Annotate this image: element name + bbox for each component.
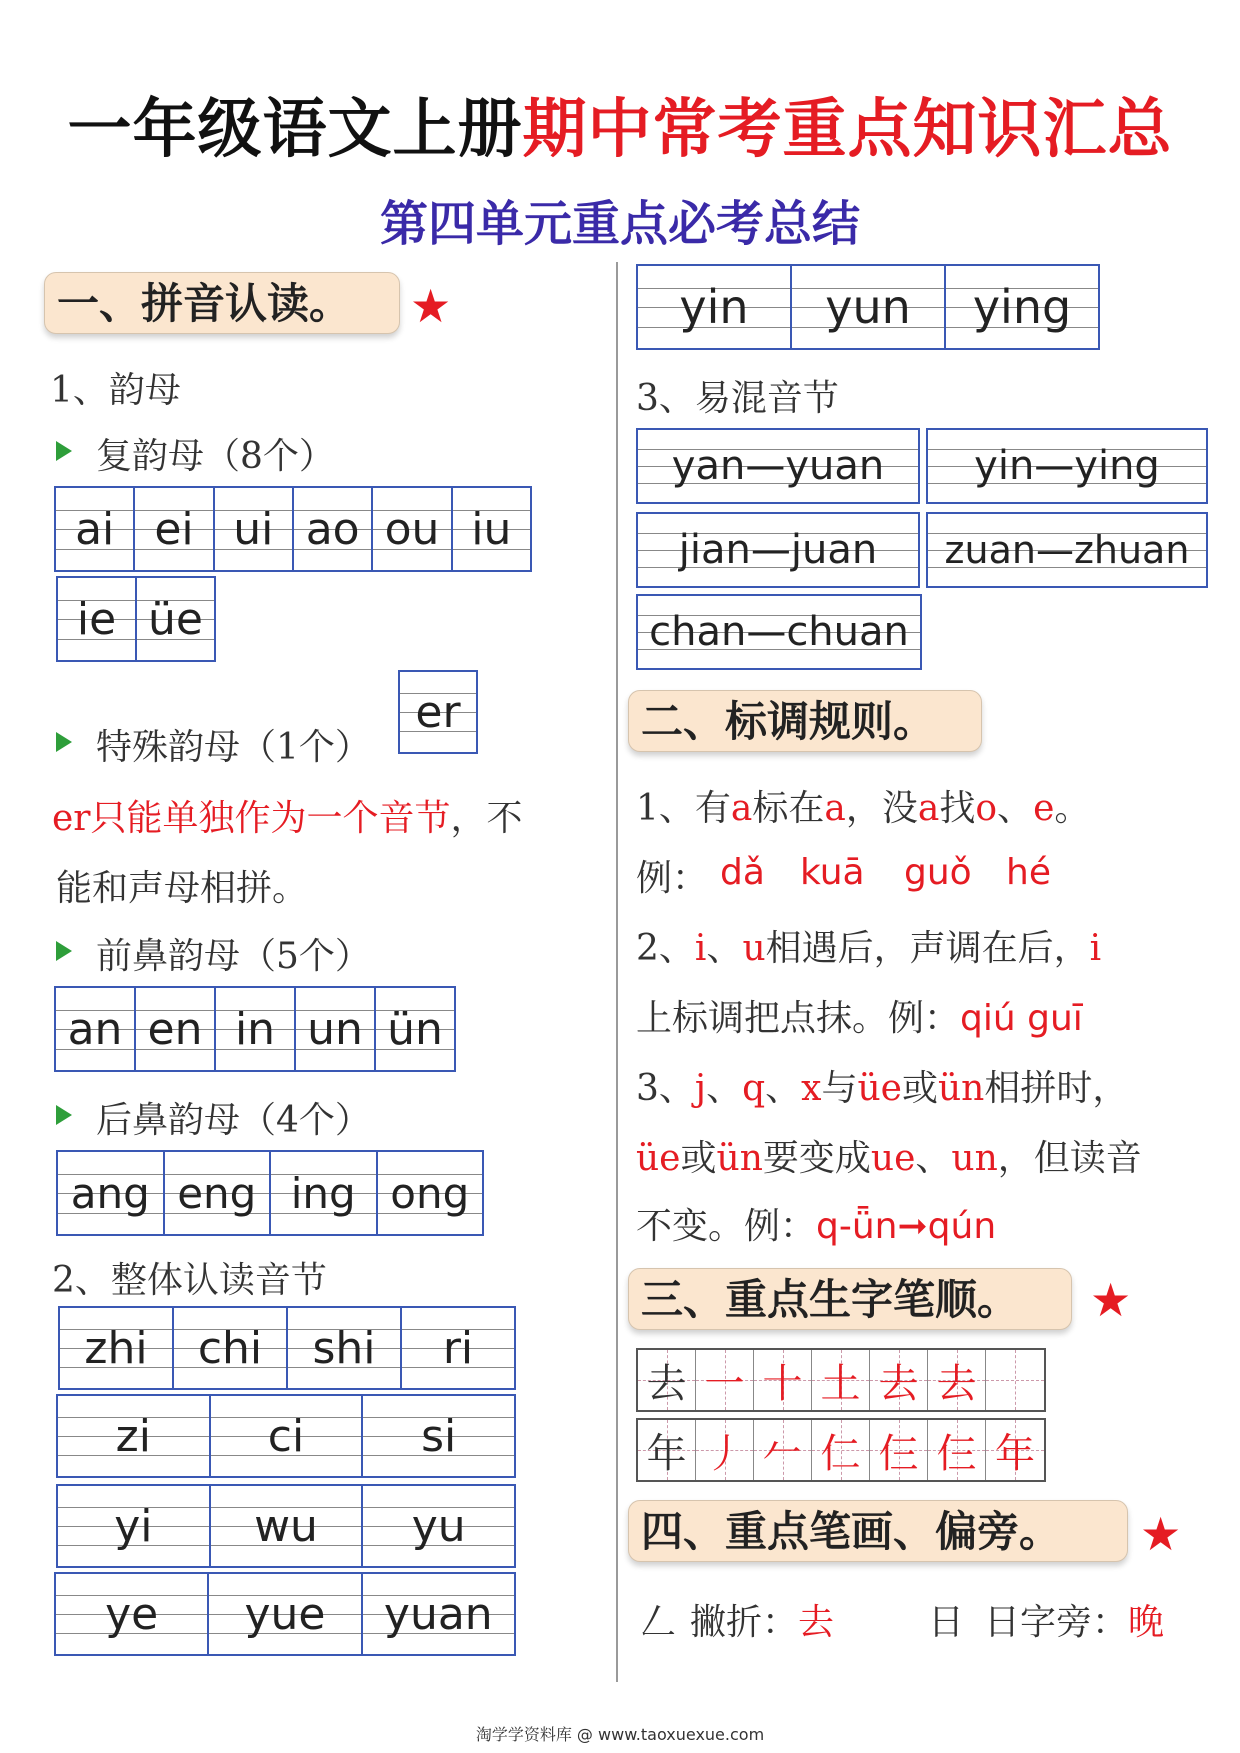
stroke-cell [696,1350,754,1410]
rule-text-red: o [975,788,998,829]
rule-text-red: i [1089,928,1102,969]
pinyin-cell: ei [135,488,214,570]
stroke-example: 去 [798,1602,835,1643]
rule-text: 或 [901,1068,938,1109]
pinyin-cell: un [296,988,376,1070]
title-red: 期中常考重点知识汇总 [522,92,1173,167]
stroke-char: 仨 [936,1430,977,1477]
rule1-example [636,850,708,901]
stroke-cell [928,1350,986,1410]
pinyin-cell: ri [442,1322,474,1374]
stroke-char: 丿 [704,1430,745,1477]
pinyin-cell: zhi [60,1308,174,1388]
pinyin-cell: yuan [383,1588,493,1640]
pinyin-cell: zuan—zhuan [944,528,1190,572]
rule-text: 相遇后，声调在后， [765,928,1090,969]
pinyin-cell: yue [209,1574,362,1654]
rule-text: 1、有 [636,788,731,829]
stroke-char: 年 [646,1430,687,1477]
stroke-char: 十 [762,1360,803,1407]
stroke-cell [812,1420,870,1480]
confuse-box [636,428,920,504]
confuse-box [636,512,920,588]
bullet-triangle-icon [56,732,72,752]
stroke-cell [986,1420,1044,1480]
pinyin-cell: ye [56,1574,209,1654]
radical-ri [928,1594,1164,1645]
yin-yun-ying-grid [636,264,1100,350]
stroke-char: 𠂉 [762,1430,803,1477]
special-final-box [398,670,478,754]
rule-text-red: x [801,1068,822,1109]
label-back-nasal: 后鼻韵母（4个） [96,1100,371,1141]
rule-text: 找 [939,788,976,829]
pinyin-cell: iu [471,503,512,555]
page-subtitle: 第四单元重点必考总结 [379,196,860,252]
rule-text: ，没 [845,788,918,829]
pinyin-cell: eng [165,1152,272,1234]
example-pinyin: hé [1006,852,1051,893]
item-whole-syllables: 2、整体认读音节 [52,1260,327,1301]
pinyin-cell: wu [211,1486,364,1566]
stroke-char: 仨 [878,1430,919,1477]
whole-syllables-row1 [58,1306,516,1390]
pinyin-cell: jian—juan [678,527,878,573]
pinyin-cell: yu [411,1500,466,1552]
rule-text: 要变成 [762,1138,871,1179]
example-pinyin: dǎ [720,852,765,893]
rule3-line1 [636,1060,1128,1111]
pinyin-cell: ou [373,488,452,570]
compound-finals-grid [54,486,532,572]
example-pinyin: kuā [800,852,865,893]
rule-text: 标在 [752,788,825,829]
stroke-cell [928,1420,986,1480]
pinyin-cell: yin—ying [974,443,1160,489]
rule-text-red: qiú guī [960,998,1083,1039]
whole-syllables-row2 [56,1394,516,1478]
stroke-char: 去 [878,1360,919,1407]
bullet-triangle-icon [56,1105,72,1125]
rule-text-red: q [742,1068,766,1109]
pinyin-cell: ao [294,488,373,570]
confuse-box [636,594,922,670]
er-note-red: er只能单独作为一个音节 [52,798,451,839]
pinyin-cell: ie [58,578,137,660]
rule-text: 、 [706,928,743,969]
pinyin-cell: yan—yuan [671,443,885,489]
rule-text-red: a [917,788,940,829]
stroke-pzhe [640,1594,834,1645]
rule-text-red: ue [870,1138,916,1179]
rule-text: 。 [1054,788,1091,829]
section-header-strokes-radicals: 四、重点笔画、偏旁。 [628,1500,1128,1562]
pinyin-cell: üe [148,593,203,645]
rule-text-red: ün [938,1068,985,1109]
rule-text: 不变。例： [636,1206,817,1247]
stroke-cell [870,1350,928,1410]
stroke-char: 年 [995,1430,1035,1477]
rule-text: 3、 [636,1068,695,1109]
back-nasal-grid [56,1150,484,1236]
ri-radical-symbol: 日 [928,1602,965,1643]
section-header-stroke-order: 三、重点生字笔顺。 [628,1268,1072,1330]
star-icon: ★ [410,279,452,333]
stroke-order-row-qu [636,1348,1046,1412]
pinyin-cell: chi [174,1308,288,1388]
pinyin-cell: in [216,988,296,1070]
stroke-char: 去 [646,1360,687,1407]
pinyin-cell: yin [638,266,792,348]
bullet-triangle-icon [56,441,72,461]
stroke-cell [754,1420,812,1480]
rule-text: 、 [765,1068,802,1109]
example-label: 例： [636,858,709,899]
rule-text-red: q-ǖn➞qún [816,1206,997,1247]
label-front-nasal: 前鼻韵母（5个） [96,936,371,977]
rule-text-red: un [951,1138,998,1179]
title-black: 一年级语文上册 [67,92,523,167]
stroke-cell [986,1350,1044,1410]
compound-finals-grid-2 [56,576,216,662]
stroke-order-row-nian [636,1418,1046,1482]
rule1 [636,780,1090,831]
pinyin-cell: si [421,1410,457,1462]
er-note-line2: 能和声母相拼。 [56,868,309,909]
rule-text: 、 [706,1068,743,1109]
rule-text-red: ün [716,1138,763,1179]
radical-label: 日字旁： [984,1602,1129,1643]
stroke-char: 去 [936,1360,977,1407]
label-compound-finals: 复韵母（8个） [96,436,335,477]
rule-text-red: u [742,928,766,969]
stroke-cell [754,1350,812,1410]
stroke-char: 土 [820,1360,861,1407]
whole-syllables-row3 [56,1484,516,1568]
rule-text-red: a [824,788,846,829]
rule-text: ，但读音 [997,1138,1142,1179]
pinyin-cell: an [56,988,136,1070]
stroke-char: 一 [704,1360,745,1407]
rule-text-red: i [694,928,707,969]
pinyin-cell: ong [390,1168,470,1218]
item-confusing-syllables: 3、易混音节 [636,378,839,419]
rule-text: 、 [997,788,1034,829]
section-header-tone-rules: 二、标调规则。 [628,690,982,752]
whole-syllables-row4 [54,1572,516,1656]
star-icon: ★ [1090,1273,1132,1327]
stroke-cell [638,1420,696,1480]
pie-zhe-stroke-symbol: 𠃋 [640,1602,677,1643]
rule-text-red: e [1033,788,1055,829]
radical-example: 晚 [1128,1602,1165,1643]
footer-watermark: 淘学学资料库 @ www.taoxuexue.com [475,1725,765,1744]
stroke-cell [870,1420,928,1480]
rule-text-red: j [694,1068,707,1109]
pinyin-cell: shi [288,1308,402,1388]
pinyin-cell: er [415,686,461,738]
pinyin-cell: ai [56,488,135,570]
rule-text: 相拼时， [984,1068,1129,1109]
stroke-cell [812,1350,870,1410]
pinyin-cell: ci [211,1396,364,1476]
pinyin-cell: zi [58,1396,211,1476]
star-icon: ★ [1140,1507,1182,1561]
rule-text: 或 [680,1138,717,1179]
column-divider [616,262,618,1682]
pinyin-cell: ui [215,488,294,570]
label-special-final: 特殊韵母（1个） [96,727,371,768]
stroke-char: 仁 [820,1430,861,1477]
rule3-line2 [636,1130,1142,1181]
rule-text: 上标调把点抹。例： [636,998,961,1039]
rule2-line1 [636,920,1101,971]
pinyin-cell: chan—chuan [649,609,909,655]
rule3-line3 [636,1198,996,1249]
pinyin-cell: ang [58,1152,165,1234]
confuse-box [926,512,1208,588]
rule-text: 2、 [636,928,695,969]
confuse-box [926,428,1208,504]
pinyin-cell: yi [58,1486,211,1566]
front-nasal-grid [54,986,456,1072]
pinyin-cell: ying [972,280,1072,334]
er-note-line1 [52,790,523,841]
rule-text: 与 [821,1068,858,1109]
pinyin-cell: ing [271,1152,378,1234]
item-finals: 1、韵母 [50,370,181,411]
pinyin-cell: yun [792,266,946,348]
stroke-label: 撇折： [690,1602,799,1643]
bullet-triangle-icon [56,941,72,961]
example-pinyin: guǒ [904,852,972,893]
section-header-pinyin: 一、拼音认读。 [44,272,400,334]
page-title [0,78,1240,170]
stroke-cell [696,1420,754,1480]
rule2-line2 [636,990,1083,1041]
rule-text-red: üe [636,1138,681,1179]
rule-text-red: a [730,788,753,829]
rule-text: 、 [915,1138,952,1179]
pinyin-cell: en [136,988,216,1070]
rule-text-red: üe [857,1068,902,1109]
pinyin-cell: ün [387,1003,443,1055]
er-note-tail: ，不 [450,798,523,839]
stroke-cell [638,1350,696,1410]
